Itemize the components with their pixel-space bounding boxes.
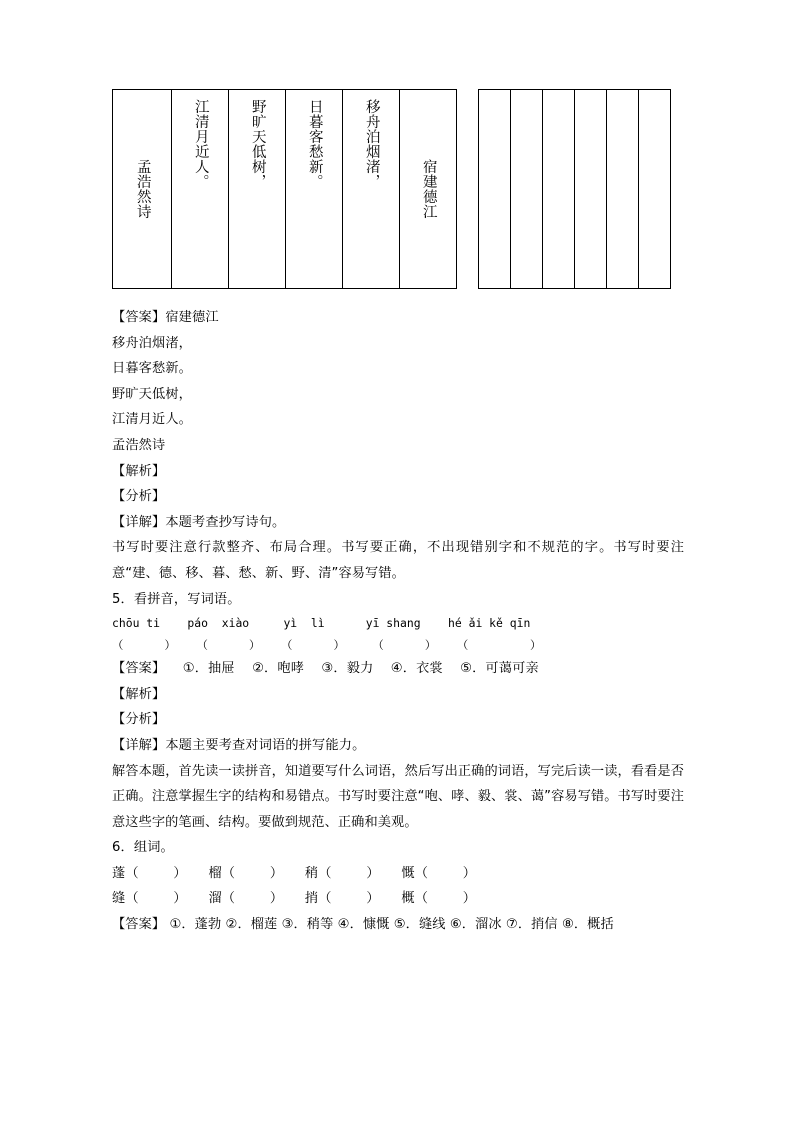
question-6-title: 6．组词。 <box>112 840 174 856</box>
table-row <box>479 90 671 289</box>
blank-cell-0[interactable] <box>479 90 511 289</box>
xiangjie-body-5: 解答本题，首先读一读拼音，知道要写什么词语，然后写出正确的词语，写完后读一读，看看是否正确。注意掌握生字的结构和易错点。书写时要注意“咆、哮、毅、裳、蔼”容易写错。书写时要注意这些字的笔画、结构。要做到规范、正确和美观。 <box>112 763 684 830</box>
answer-4-label: 【答案】宿建德江 <box>112 310 219 325</box>
xiangjie-body-4: 书写时要注意行款整齐、布局合理。书写要正确，不出现错别字和不规范的字。书写时要注意“建、德、移、暮、愁、新、野、清”容易写错。 <box>112 540 684 581</box>
fenxi-label-4: 【分析】 <box>112 489 166 505</box>
poem-column-text-1: 江清月近人。 <box>192 99 209 189</box>
blank-cell-4[interactable] <box>607 90 639 289</box>
blank-cell-5[interactable] <box>639 90 671 289</box>
poem-cell-2 <box>229 90 286 289</box>
poem-cell-inner-2 <box>229 90 285 297</box>
answer-5: 【答案】 ①．抽屉 ②．咆哮 ③．毅力 ④．衣裳 ⑤．可蔼可亲 <box>112 661 539 677</box>
explanation-body <box>112 305 684 938</box>
poem-cell-inner-3 <box>286 90 342 297</box>
blank-cell-2[interactable] <box>543 90 575 289</box>
poem-column-text-4: 移舟泊烟渚， <box>363 99 380 189</box>
poem-cell-4 <box>343 90 400 289</box>
answer-4-line-1: 日暮客愁新。 <box>112 361 193 377</box>
jiexi-label-5: 【解析】 <box>112 686 166 702</box>
blank-answer-table <box>478 89 671 289</box>
poem-column-text-0: 孟浩然诗 <box>134 159 151 219</box>
poem-column-text-3: 日暮客愁新。 <box>306 99 323 189</box>
answer-4-line-4: 孟浩然诗 <box>112 437 166 453</box>
poem-cell-inner-5 <box>400 90 456 288</box>
answer-4-line-3: 江清月近人。 <box>112 412 193 428</box>
question-6-row-1[interactable]: 蓬（ ） 榴（ ） 稍（ ） 慨（ ） <box>112 865 477 881</box>
table-row <box>113 90 457 289</box>
poem-cell-inner-1 <box>172 90 228 297</box>
poem-cell-0 <box>113 90 172 289</box>
poem-cell-5 <box>400 90 457 289</box>
poem-cell-1 <box>172 90 229 289</box>
question-5-pinyin: chōu ti páo xiào yì lì yī shang hé ǎi kě qīn <box>112 616 531 631</box>
answer-4-line-2: 野旷天低树， <box>112 386 193 402</box>
blank-cell-1[interactable] <box>511 90 543 289</box>
xiangjie-label-5: 【详解】本题主要考查对词语的拼写能力。 <box>112 737 366 753</box>
jiexi-label-4: 【解析】 <box>112 463 166 479</box>
tables-container <box>112 89 672 289</box>
poem-table <box>112 89 457 289</box>
question-5-blanks[interactable]: （ ） （ ） （ ） （ ） （ ） <box>112 638 542 653</box>
poem-cell-inner-4 <box>343 90 399 297</box>
poem-column-text-5: 宿建德江 <box>420 159 437 219</box>
poem-cell-3 <box>286 90 343 289</box>
fenxi-label-5: 【分析】 <box>112 712 166 728</box>
question-6-row-2[interactable]: 缝（ ） 溜（ ） 捎（ ） 概（ ） <box>112 891 477 907</box>
blank-cell-3[interactable] <box>575 90 607 289</box>
poem-column-text-2: 野旷天低树， <box>249 99 266 189</box>
answer-6: 【答案】 ①．蓬勃 ②．榴莲 ③．稍等 ④．慷慨 ⑤．缝线 ⑥．溜冰 ⑦．捎信 ⑧．概括 <box>112 917 614 933</box>
question-5-title: 5．看拼音，写词语。 <box>112 591 241 607</box>
xiangjie-label-4: 【详解】本题考查抄写诗句。 <box>112 514 286 530</box>
answer-4-line-0: 移舟泊烟渚， <box>112 335 193 351</box>
poem-cell-inner-0 <box>113 90 171 288</box>
